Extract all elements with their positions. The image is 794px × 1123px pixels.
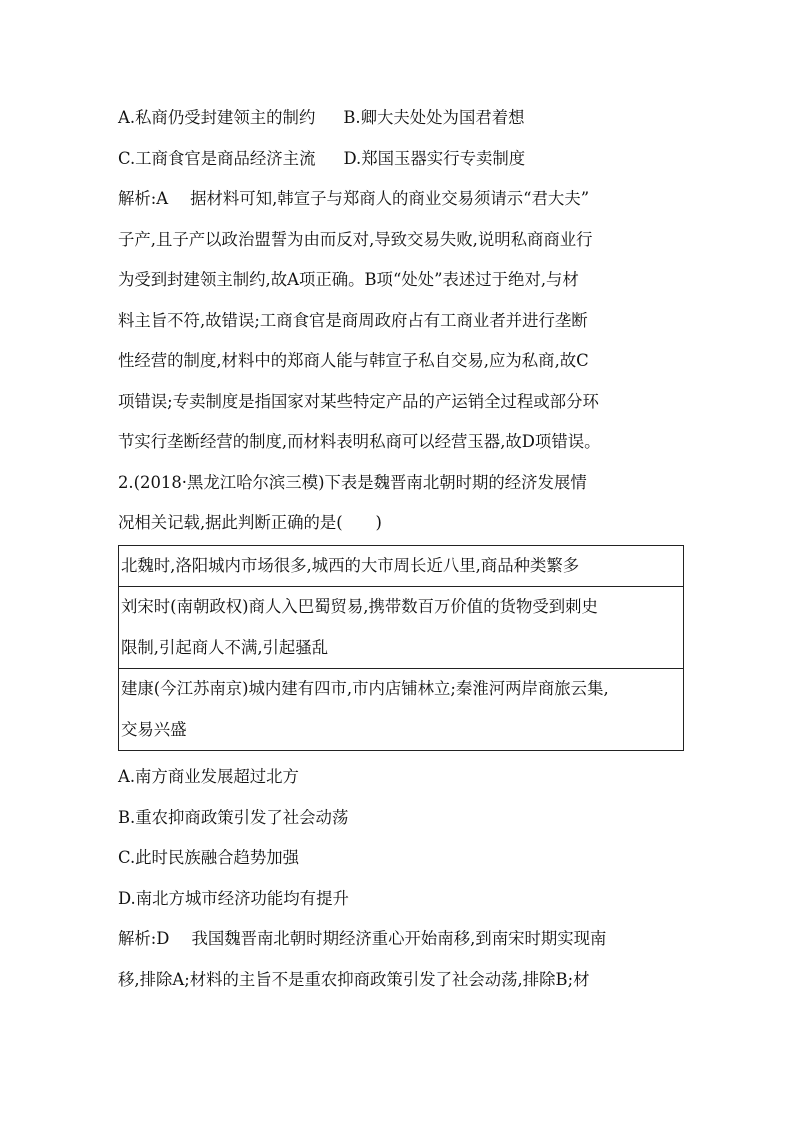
q2-option-a[interactable]: A.南方商业发展超过北方 <box>118 767 299 786</box>
table-cell-text: 交易兴盛 <box>121 719 187 739</box>
table-row <box>119 669 683 750</box>
q2-records-table <box>118 545 684 752</box>
table-row <box>119 587 683 669</box>
q2-stem-continued: 况相关记载,据此判断正确的是( ) <box>118 513 382 532</box>
q1-analysis-line: 为受到封建领主制约,故A项正确。B项“处处”表述过于绝对,与材 <box>118 270 579 289</box>
q1-option-c[interactable]: C.工商食官是商品经济主流 <box>118 148 316 168</box>
q1-analysis-line: 节实行垄断经营的制度,而材料表明私商可以经营玉器,故D项错误。 <box>118 432 601 451</box>
q2-option-c[interactable]: C.此时民族融合趋势加强 <box>118 848 300 867</box>
q2-option-d[interactable]: D.南北方城市经济功能均有提升 <box>118 888 349 908</box>
q2-stem: 2.(2018·黑龙江哈尔滨三模)下表是魏晋南北朝时期的经济发展情 <box>118 472 587 492</box>
q1-analysis-text: 据材料可知,韩宣子与郑商人的商业交易须请示“君大夫” <box>190 189 590 208</box>
q2-analysis-text: 我国魏晋南北朝时期经济重心开始南移,到南宋时期实现南 <box>191 929 607 948</box>
q1-options-row-2 <box>118 139 684 180</box>
table-cell-text: 限制,引起商人不满,引起骚乱 <box>121 637 329 657</box>
q1-analysis-line: 料主旨不符,故错误;工商食官是商周政府占有工商业者并进行垄断 <box>118 310 588 330</box>
q2-analysis-line: 移,排除A;材料的主旨不是重农抑商政策引发了社会动荡,排除B;材 <box>118 969 590 989</box>
q1-analysis-answer: 解析:A <box>118 189 169 208</box>
q1-option-a[interactable]: A.私商仍受封建领主的制约 <box>118 108 316 127</box>
table-cell-text: 建康(今江苏南京)城内建有四市,市内店铺林立;秦淮河两岸商旅云集, <box>121 679 609 698</box>
q1-analysis-line: 子产,且子产以政治盟誓为由而反对,导致交易失败,说明私商商业行 <box>118 229 593 249</box>
q1-options-row-1 <box>118 98 684 139</box>
q2-option-b[interactable]: B.重农抑商政策引发了社会动荡 <box>118 807 349 827</box>
table-cell-text: 北魏时,洛阳城内市场很多,城西的大市周长近八里,商品种类繁多 <box>121 555 580 575</box>
q1-analysis-line: 性经营的制度,材料中的郑商人能与韩宣子私自交易,应为私商,故C <box>118 351 589 370</box>
q2-analysis-line <box>118 919 684 960</box>
q2-analysis-answer: 解析:D <box>118 929 170 948</box>
q1-analysis-line: 项错误;专卖制度是指国家对某些特定产品的产运销全过程或部分环 <box>118 391 599 411</box>
q1-option-d[interactable]: D.郑国玉器实行专卖制度 <box>343 148 526 168</box>
q1-analysis-line <box>118 179 684 220</box>
q1-option-b[interactable]: B.卿大夫处处为国君着想 <box>343 108 525 127</box>
document-page <box>118 98 684 1000</box>
table-row <box>119 546 683 588</box>
table-cell-text: 刘宋时(南朝政权)商人入巴蜀贸易,携带数百万价值的货物受到刺史 <box>121 597 598 616</box>
